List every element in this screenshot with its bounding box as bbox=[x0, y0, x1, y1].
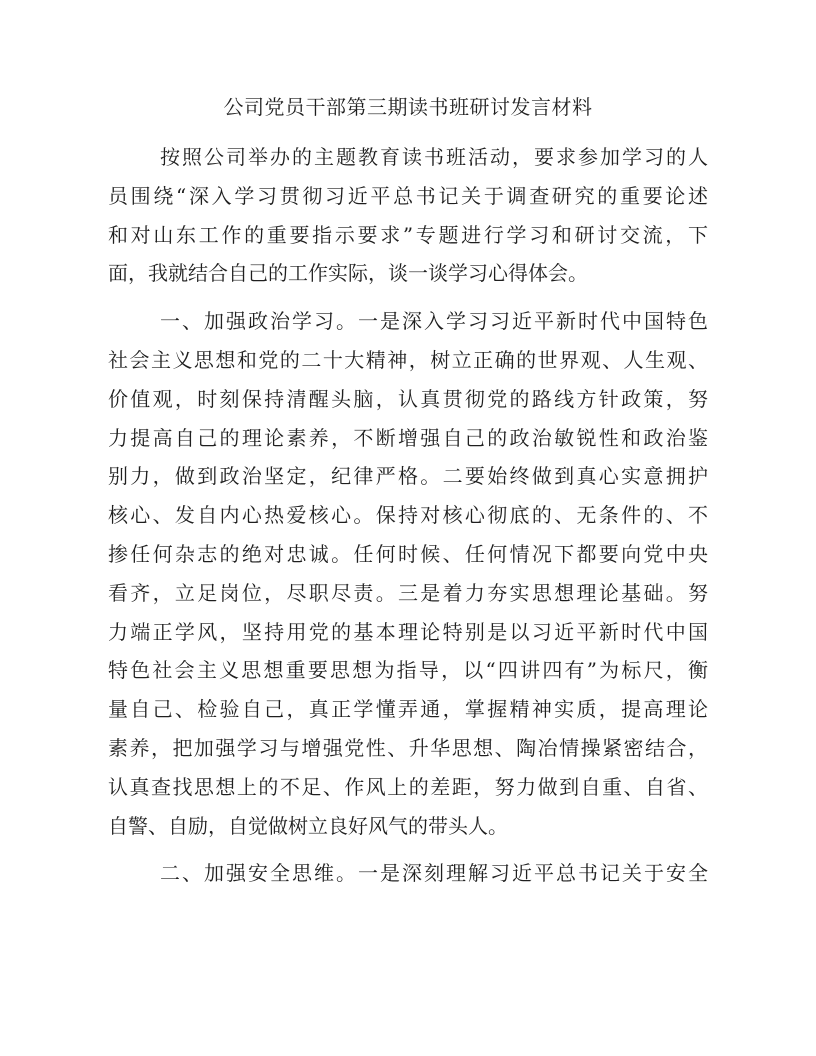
paragraph-line: 员围绕“深入学习贯彻习近平总书记关于调查研究的重要论述 bbox=[108, 183, 708, 208]
paragraph-line: 和对山东工作的重要指示要求”专题进行学习和研讨交流，下 bbox=[108, 222, 708, 247]
document-body bbox=[108, 138, 708, 902]
paragraph-line: 力提高自己的理论素养，不断增强自己的政治敏锐性和政治鉴 bbox=[108, 425, 708, 450]
paragraph-line: 自警、自励，自觉做树立良好风气的带头人。 bbox=[108, 813, 508, 838]
paragraph-line: 认真查找思想上的不足、作风上的差距，努力做到自重、自省、 bbox=[108, 774, 708, 799]
paragraph-line: 量自己、检验自己，真正学懂弄通，掌握精神实质，提高理论 bbox=[108, 697, 708, 722]
paragraph-line: 力端正学风，坚持用党的基本理论特别是以习近平新时代中国 bbox=[108, 619, 708, 644]
paragraph-political-study bbox=[108, 302, 708, 845]
paragraph-line: 特色社会主义思想重要思想为指导，以“四讲四有”为标尺，衡 bbox=[108, 658, 708, 683]
paragraph-line: 社会主义思想和党的二十大精神，树立正确的世界观、人生观、 bbox=[108, 347, 708, 372]
paragraph-intro bbox=[108, 138, 708, 293]
paragraph-line: 价值观，时刻保持清醒头脑，认真贯彻党的路线方针政策，努 bbox=[108, 386, 708, 411]
paragraph-line: 二、加强安全思维。一是深刻理解习近平总书记关于安全 bbox=[160, 861, 708, 886]
paragraph-line: 别力，做到政治坚定，纪律严格。二要始终做到真心实意拥护 bbox=[108, 464, 708, 489]
paragraph-line: 核心、发自内心热爱核心。保持对核心彻底的、无条件的、不 bbox=[108, 503, 708, 528]
document-title: 公司党员干部第三期读书班研讨发言材料 bbox=[223, 95, 593, 119]
paragraph-line: 掺任何杂志的绝对忠诚。任何时候、任何情况下都要向党中央 bbox=[108, 541, 708, 566]
paragraph-safety-thinking bbox=[108, 854, 708, 893]
paragraph-line: 面，我就结合自己的工作实际，谈一谈学习心得体会。 bbox=[108, 261, 588, 286]
paragraph-line: 素养，把加强学习与增强党性、升华思想、陶冶情操紧密结合， bbox=[108, 735, 708, 760]
paragraph-line: 看齐，立足岗位，尽职尽责。三是着力夯实思想理论基础。努 bbox=[108, 580, 708, 605]
paragraph-line: 按照公司举办的主题教育读书班活动，要求参加学习的人 bbox=[160, 145, 708, 169]
paragraph-line: 一、加强政治学习。一是深入学习习近平新时代中国特色 bbox=[160, 309, 708, 334]
